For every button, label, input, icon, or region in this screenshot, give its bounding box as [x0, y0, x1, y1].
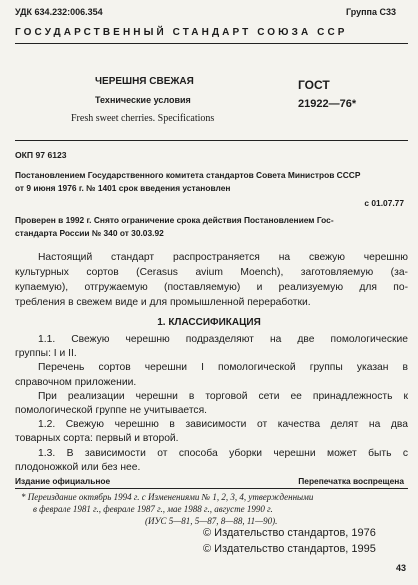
intro-line: культурных сортов (Cerasus avium Moench), заготовляемую (за-	[15, 267, 408, 278]
section-line: справочном приложении.	[15, 376, 137, 388]
official-edition: Издание официальное	[15, 476, 111, 486]
section-heading: 1. КЛАССИФИКАЦИЯ	[157, 317, 261, 328]
title-rule	[15, 140, 408, 141]
document-title: ЧЕРЕШНЯ СВЕЖАЯ	[95, 76, 194, 87]
gost-label: ГОСТ	[298, 78, 330, 92]
check-line-2: стандарта России № 340 от 30.03.92	[15, 228, 164, 238]
page-number: 43	[395, 563, 406, 573]
footer-rule	[15, 488, 408, 489]
udk-code: УДК 634.232:006.354	[15, 7, 103, 17]
section-line: плодоножкой или без нее.	[15, 461, 141, 473]
section-line: При реализации черешни в торговой сети ее принадлежность к	[38, 390, 408, 402]
section-line: группы: I и II.	[15, 348, 77, 360]
reissue-note-line: * Переиздание октябрь 1994 г. с Изменениями № 1, 2, 3, 4, утвержденными	[21, 492, 314, 502]
section-line: 1.2. Свежую черешню в зависимости от качества делят на два	[38, 419, 408, 431]
decree-line-2: от 9 июня 1976 г. № 1401 срок введения установлен	[15, 183, 231, 193]
reprint-notice: Перепечатка воспрещена	[298, 476, 404, 486]
reissue-note	[15, 491, 408, 527]
reissue-note-line: (ИУС 5—81, 5—87, 8—88, 11—90).	[145, 516, 278, 526]
document-subtitle: Технические условия	[95, 95, 191, 105]
decree-line-1: Постановлением Государственного комитета стандартов Совета Министров СССР	[15, 170, 361, 180]
document-title-en: Fresh sweet cherries. Specifications	[71, 113, 215, 124]
section-body	[15, 333, 408, 475]
copyright-1995: © Издательство стандартов, 1995	[203, 543, 376, 555]
section-line: помологической группе не учитывается.	[15, 405, 208, 417]
group-code: Группа С33	[345, 7, 396, 17]
check-line-1: Проверен в 1992 г. Снято ограничение срока действия Постановлением Гос-	[15, 215, 334, 225]
section-line: 1.3. В зависимости от способа уборки черешни может быть с	[38, 447, 408, 459]
reissue-note-line: в феврале 1981 г., феврале 1987 г., мае 1988 г., августе 1990 г.	[33, 504, 273, 514]
intro-paragraph	[15, 250, 408, 310]
copyright-1976: © Издательство стандартов, 1976	[203, 527, 376, 539]
effective-date: с 01.07.77	[364, 198, 404, 208]
banner-rule	[15, 43, 408, 44]
standard-banner: ГОСУДАРСТВЕННЫЙ СТАНДАРТ СОЮЗА ССР	[15, 27, 348, 38]
gost-number: 21922—76*	[298, 98, 357, 110]
okp-code: ОКП 97 6123	[15, 150, 67, 160]
section-line: Перечень сортов черешни I помологической группы указан в	[38, 362, 408, 374]
intro-line: Настоящий стандарт распространяется на свежую черешню	[38, 252, 408, 263]
section-line: товарных сорта: первый и второй.	[15, 433, 179, 445]
section-line: 1.1. Свежую черешню подразделяют на две помологические	[38, 334, 408, 345]
intro-line: требления в свежем виде и для промышленной переработки.	[15, 297, 311, 308]
intro-line: купаемую), отгружаемую (поставляемую) и реализуемую для по-	[15, 282, 408, 293]
